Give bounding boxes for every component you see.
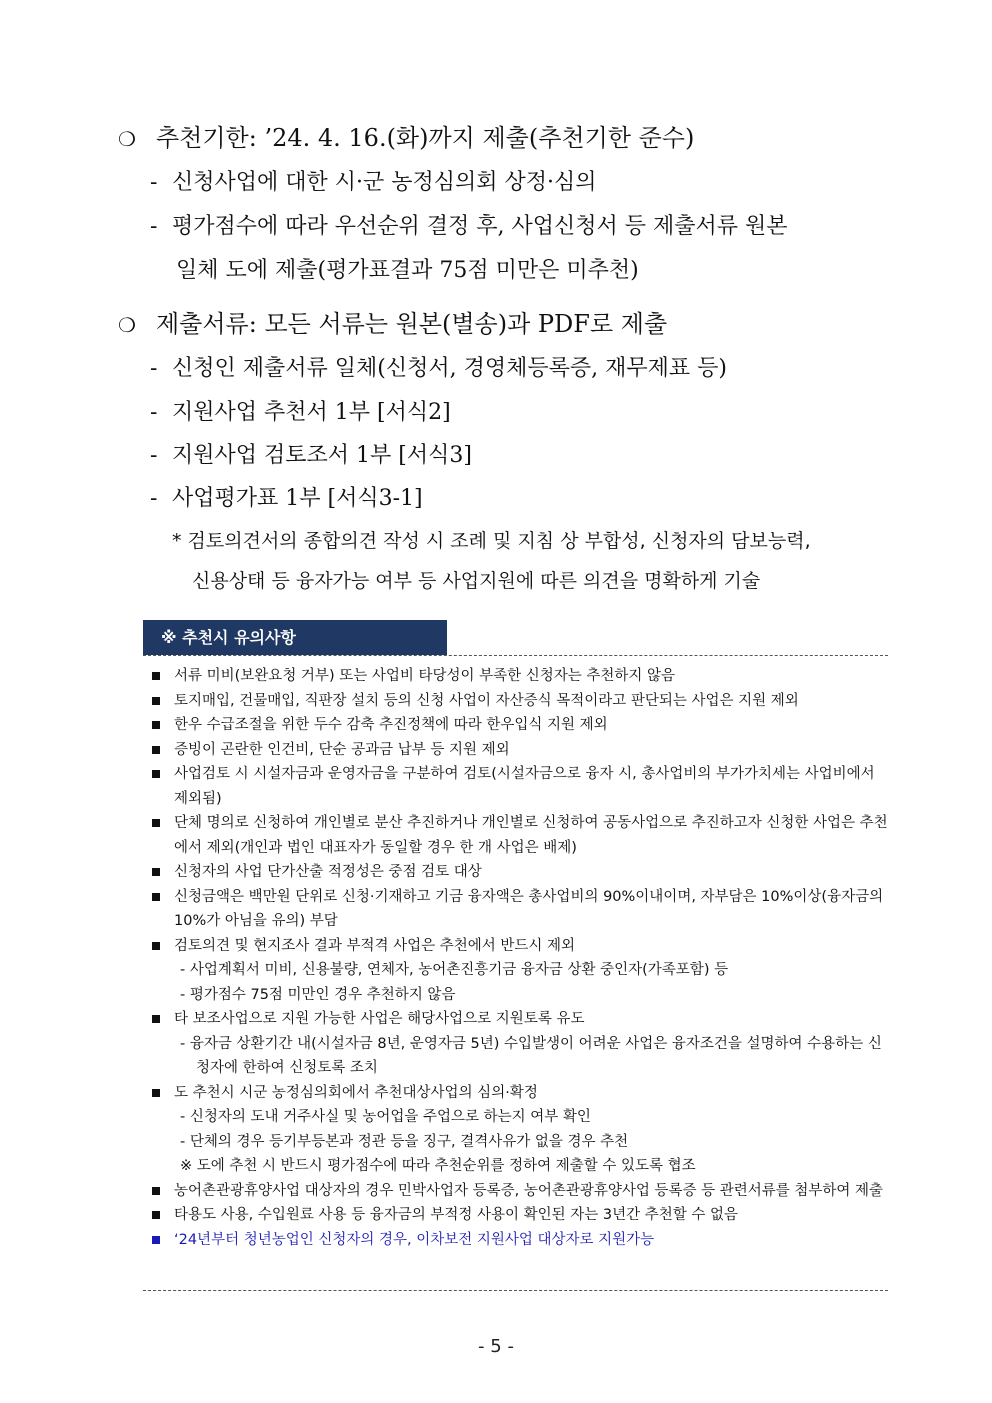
section-heading-documents [118,302,918,347]
dash-icon: - [150,214,158,239]
notice-title: ※ 추천시 유의사항 [143,620,447,655]
notice-item [150,1203,890,1228]
notice-item [150,811,890,860]
notice-item [150,713,890,738]
notice-sub-item: - 융자금 상환기간 내(시설자금 8년, 운영자금 5년) 수입발생이 어려운 사업은 융자조건을 설명하여 수용하는 신청자에 한하여 신청토록 조치 [180,1035,882,1076]
notice-item-text: 서류 미비(보완요청 거부) 또는 사업비 타당성이 부족한 신청자는 추천하지 않음 [174,668,676,684]
notice-sub-item: ※ 도에 추천 시 반드시 평가점수에 따라 추천순위를 정하여 제출할 수 있도록 협조 [180,1158,696,1174]
dash-icon: - [150,356,158,381]
dash-icon: - [150,400,158,425]
list-item [150,206,910,248]
square-bullet-icon [152,819,160,827]
list-item-continuation: 일체 도에 제출(평가표결과 75점 미만은 미추천) [176,258,639,283]
dash-icon: - [150,486,158,511]
square-bullet-icon [152,672,160,680]
square-bullet-icon [152,868,160,876]
list-item-text: 지원사업 추천서 1부 [서식2] [172,400,451,425]
notice-list [150,664,890,1252]
list-item [150,392,910,434]
square-bullet-icon [152,770,160,778]
circle-bullet-icon: ❍ [118,313,136,337]
square-bullet-icon [152,893,160,901]
notice-item [150,1081,890,1106]
notice-item-text: 타 보조사업으로 지원 가능한 사업은 해당사업으로 지원토록 유도 [174,1011,585,1027]
notice-item-text: 신청금액은 백만원 단위로 신청·기재하고 기금 융자액은 총사업비의 90%이내이며, 자부담은 10%이상(융자금의 10%가 아님을 유의) 부담 [174,888,884,929]
list-item-text: 평가점수에 따라 우선순위 결정 후, 사업신청서 등 제출서류 원본 [172,214,788,239]
notice-item-text: 타용도 사용, 수입원료 사용 등 융자금의 부적정 사용이 확인된 자는 3년간 추천할 수 없음 [174,1207,738,1223]
square-bullet-icon [152,746,160,754]
notice-item-text: 증빙이 곤란한 인건비, 단순 공과금 납부 등 지원 제외 [174,741,510,758]
square-bullet-icon [152,942,160,950]
square-bullet-icon [152,1089,160,1097]
notice-item-text: 도 추천시 시군 농정심의회에서 추천대상사업의 심의·확정 [174,1084,538,1101]
list-item [150,162,910,204]
section-heading-deadline [118,116,918,161]
page-number: - 5 - [478,1336,514,1357]
documents-text: 제출서류: 모든 서류는 원본(별송)과 PDF로 제출 [156,310,668,338]
notice-item-text: 사업검토 시 시설자금과 운영자금을 구분하여 검토(시설자금으로 융자 시, 총사업비의 부가가치세는 사업비에서 제외됨) [174,766,875,807]
list-item-text: 신청사업에 대한 시·군 농정심의회 상정·심의 [172,170,597,195]
notice-item-text: ‘24년부터 청년농업인 신청자의 경우, 이차보전 지원사업 대상자로 지원가능 [174,1231,655,1248]
notice-sub-item: - 신청자의 도내 거주사실 및 농어업을 주업으로 하는지 여부 확인 [180,1109,591,1125]
notice-item [150,885,890,934]
divider [143,655,888,656]
list-item [150,435,910,477]
deadline-text: 추천기한: ’24. 4. 16.(화)까지 제출(추천기한 준수) [156,124,695,152]
divider [143,1290,888,1291]
list-item-text: 신청인 제출서류 일체(신청서, 경영체등록증, 재무제표 등) [172,356,727,381]
notice-item-text: 한우 수급조절을 위한 두수 감축 추진정책에 따라 한우입식 지원 제외 [174,717,608,733]
notice-item [150,689,890,714]
notice-item-text: 단체 명의로 신청하여 개인별로 분산 추진하거나 개인별로 신청하여 공동사업으로 추진하고자 신청한 사업은 추천에서 제외(개인과 법인 대표자가 동일할 경우 한 개 사업은 배제) [174,815,888,856]
note-line: * 검토의견서의 종합의견 작성 시 조례 및 지침 상 부합성, 신청자의 담보능력, [172,530,811,552]
note-line: 신용상태 등 융자가능 여부 등 사업지원에 따른 의견을 명확하게 기술 [192,570,761,592]
square-bullet-icon [152,697,160,705]
dash-icon: - [150,170,158,195]
list-item [150,348,910,390]
notice-item [150,738,890,763]
notice-item [150,1179,890,1204]
list-item [150,478,910,520]
notice-item-text: 토지매입, 건물매입, 직판장 설치 등의 신청 사업이 자산증식 목적이라고 판단되는 사업은 지원 제외 [174,692,799,709]
notice-item [150,1228,890,1253]
notice-sub-item: - 단체의 경우 등기부등본과 정관 등을 징구, 결격사유가 없을 경우 추천 [180,1133,629,1150]
notice-item [150,860,890,885]
notice-item-text: 신청자의 사업 단가산출 적정성은 중점 검토 대상 [174,864,482,880]
notice-item [150,762,890,811]
circle-bullet-icon: ❍ [118,127,136,151]
list-item-text: 지원사업 검토조서 1부 [서식3] [172,443,472,468]
notice-item [150,1007,890,1032]
notice-item [150,664,890,689]
notice-item-text: 검토의견 및 현지조사 결과 부적격 사업은 추천에서 반드시 제외 [174,937,576,954]
notice-item-text: 농어촌관광휴양사업 대상자의 경우 민박사업자 등록증, 농어촌관광휴양사업 등록증 등 관련서류를 첨부하여 제출 [174,1182,884,1199]
square-bullet-icon [152,1015,160,1023]
notice-item [150,934,890,959]
square-bullet-icon [152,1187,160,1195]
list-item-text: 사업평가표 1부 [서식3-1] [172,486,423,511]
notice-sub-item: - 사업계획서 미비, 신용불량, 연체자, 농어촌진흥기금 융자금 상환 중인자(가족포함) 등 [180,962,729,978]
notice-sub-item: - 평가점수 75점 미만인 경우 추천하지 않음 [180,986,456,1003]
dash-icon: - [150,443,158,468]
square-bullet-icon [152,1236,160,1244]
square-bullet-icon [152,1211,160,1219]
square-bullet-icon [152,721,160,729]
